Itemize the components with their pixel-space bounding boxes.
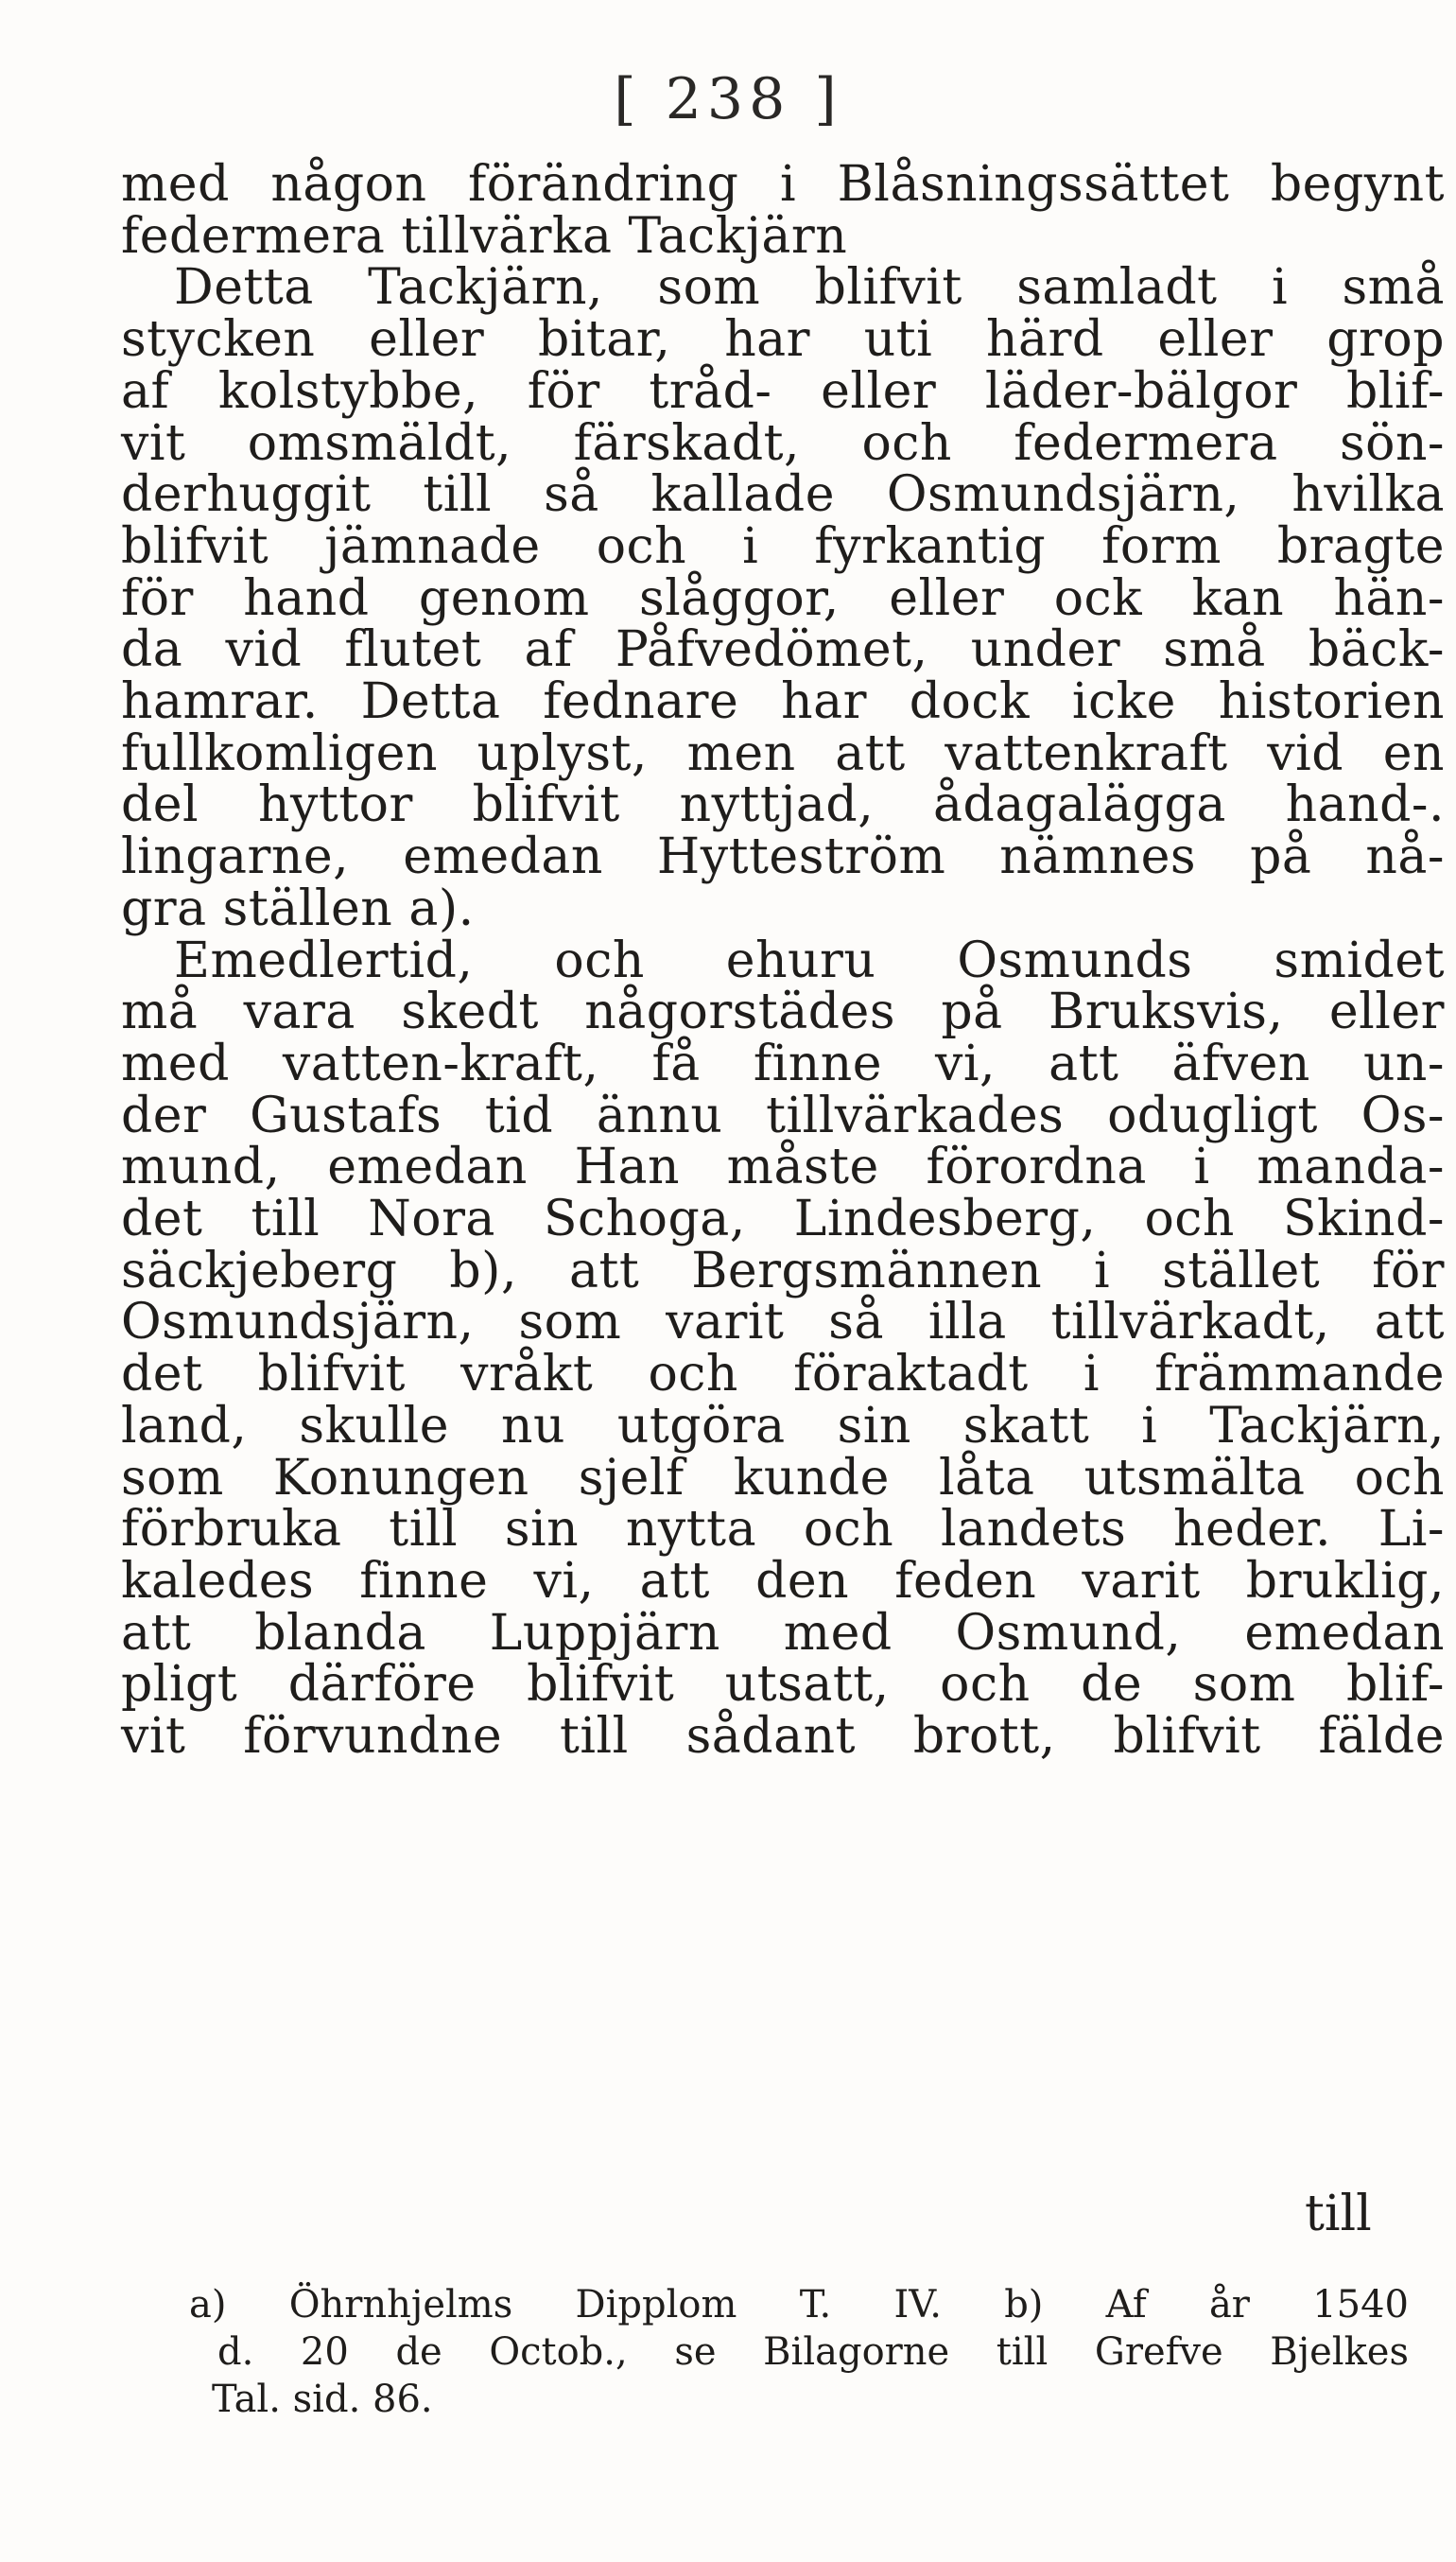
catchword: till — [1305, 2186, 1372, 2242]
text-line: vit förvundne till sådant brott, blifvit fälde — [121, 1708, 1445, 1766]
text-line: må vara skedt någorstädes på Bruksvis, eller — [121, 984, 1445, 1041]
text-line: derhuggit till så kallade Osmundsjärn, hvilka — [121, 466, 1445, 524]
text-line: der Gustafs tid ännu tillvärkades odugligt Os- — [121, 1087, 1445, 1144]
text-line: Osmundsjärn, som varit så illa tillvärkadt, att — [121, 1294, 1445, 1351]
body-text — [121, 156, 1445, 1766]
text-line: förbruka till sin nytta och landets heder. Li- — [121, 1501, 1445, 1559]
text-line: det blifvit vråkt och föraktadt i främmande — [121, 1346, 1445, 1403]
text-line: säckjeberg b), att Bergsmännen i stället för — [121, 1242, 1445, 1299]
text-line: blifvit jämnade och i fyrkantig form bragte — [121, 517, 1445, 575]
text-line: kaledes finne vi, att den feden varit bruklig, — [121, 1552, 1445, 1610]
text-line: pligt därföre blifvit utsatt, och de som blif- — [121, 1656, 1445, 1714]
footnote-line: d. 20 de Octob., se Bilagorne till Grefve Bjelkes — [217, 2330, 1409, 2374]
text-line: af kolstybbe, för tråd- eller läder-bälgor blif- — [121, 362, 1445, 420]
text-line: att blanda Luppjärn med Osmund, emedan — [121, 1604, 1445, 1662]
footnote-line: a) Öhrnhjelms Dipplom T. IV. b) Af år 1540 — [189, 2283, 1409, 2327]
text-line: lingarne, emedan Hytteström nämnes på nå- — [121, 828, 1445, 886]
text-line: med någon förändring i Blåsningssättet begynt — [121, 156, 1445, 213]
footnote-line: Tal. sid. 86. — [212, 2378, 433, 2421]
text-line: vit omsmäldt, färskadt, och federmera sön- — [121, 414, 1445, 472]
text-line: stycken eller bitar, har uti härd eller grop — [121, 311, 1445, 369]
text-line: land, skulle nu utgöra sin skatt i Tackjärn, — [121, 1397, 1445, 1455]
text-line: med vatten-kraft, få finne vi, att äfven un- — [121, 1035, 1445, 1092]
text-line: Emedlertid, och ehuru Osmunds smidet — [174, 932, 1445, 989]
text-line: Detta Tackjärn, som blifvit samladt i små — [174, 259, 1445, 317]
text-line: federmera tillvärka Tackjärn — [121, 207, 848, 265]
text-line: gra ställen a). — [121, 880, 475, 937]
page-number: [ 238 ] — [614, 66, 842, 132]
text-line: som Konungen sjelf kunde låta utsmälta och — [121, 1449, 1445, 1507]
footnotes — [180, 2281, 1409, 2423]
text-line: mund, emedan Han måste förordna i manda- — [121, 1139, 1445, 1196]
text-line: det till Nora Schoga, Lindesberg, och Skind- — [121, 1191, 1445, 1248]
text-line: för hand genom slåggor, eller ock kan hän- — [121, 569, 1445, 627]
text-line: fullkomligen uplyst, men att vattenkraft vid en — [121, 724, 1445, 782]
text-line: da vid flutet af Påfvedömet, under små bäck- — [121, 621, 1445, 679]
text-line: hamrar. Detta fednare har dock icke historien — [121, 673, 1445, 731]
text-line: del hyttor blifvit nyttjad, ådagalägga hand-. — [121, 776, 1445, 834]
